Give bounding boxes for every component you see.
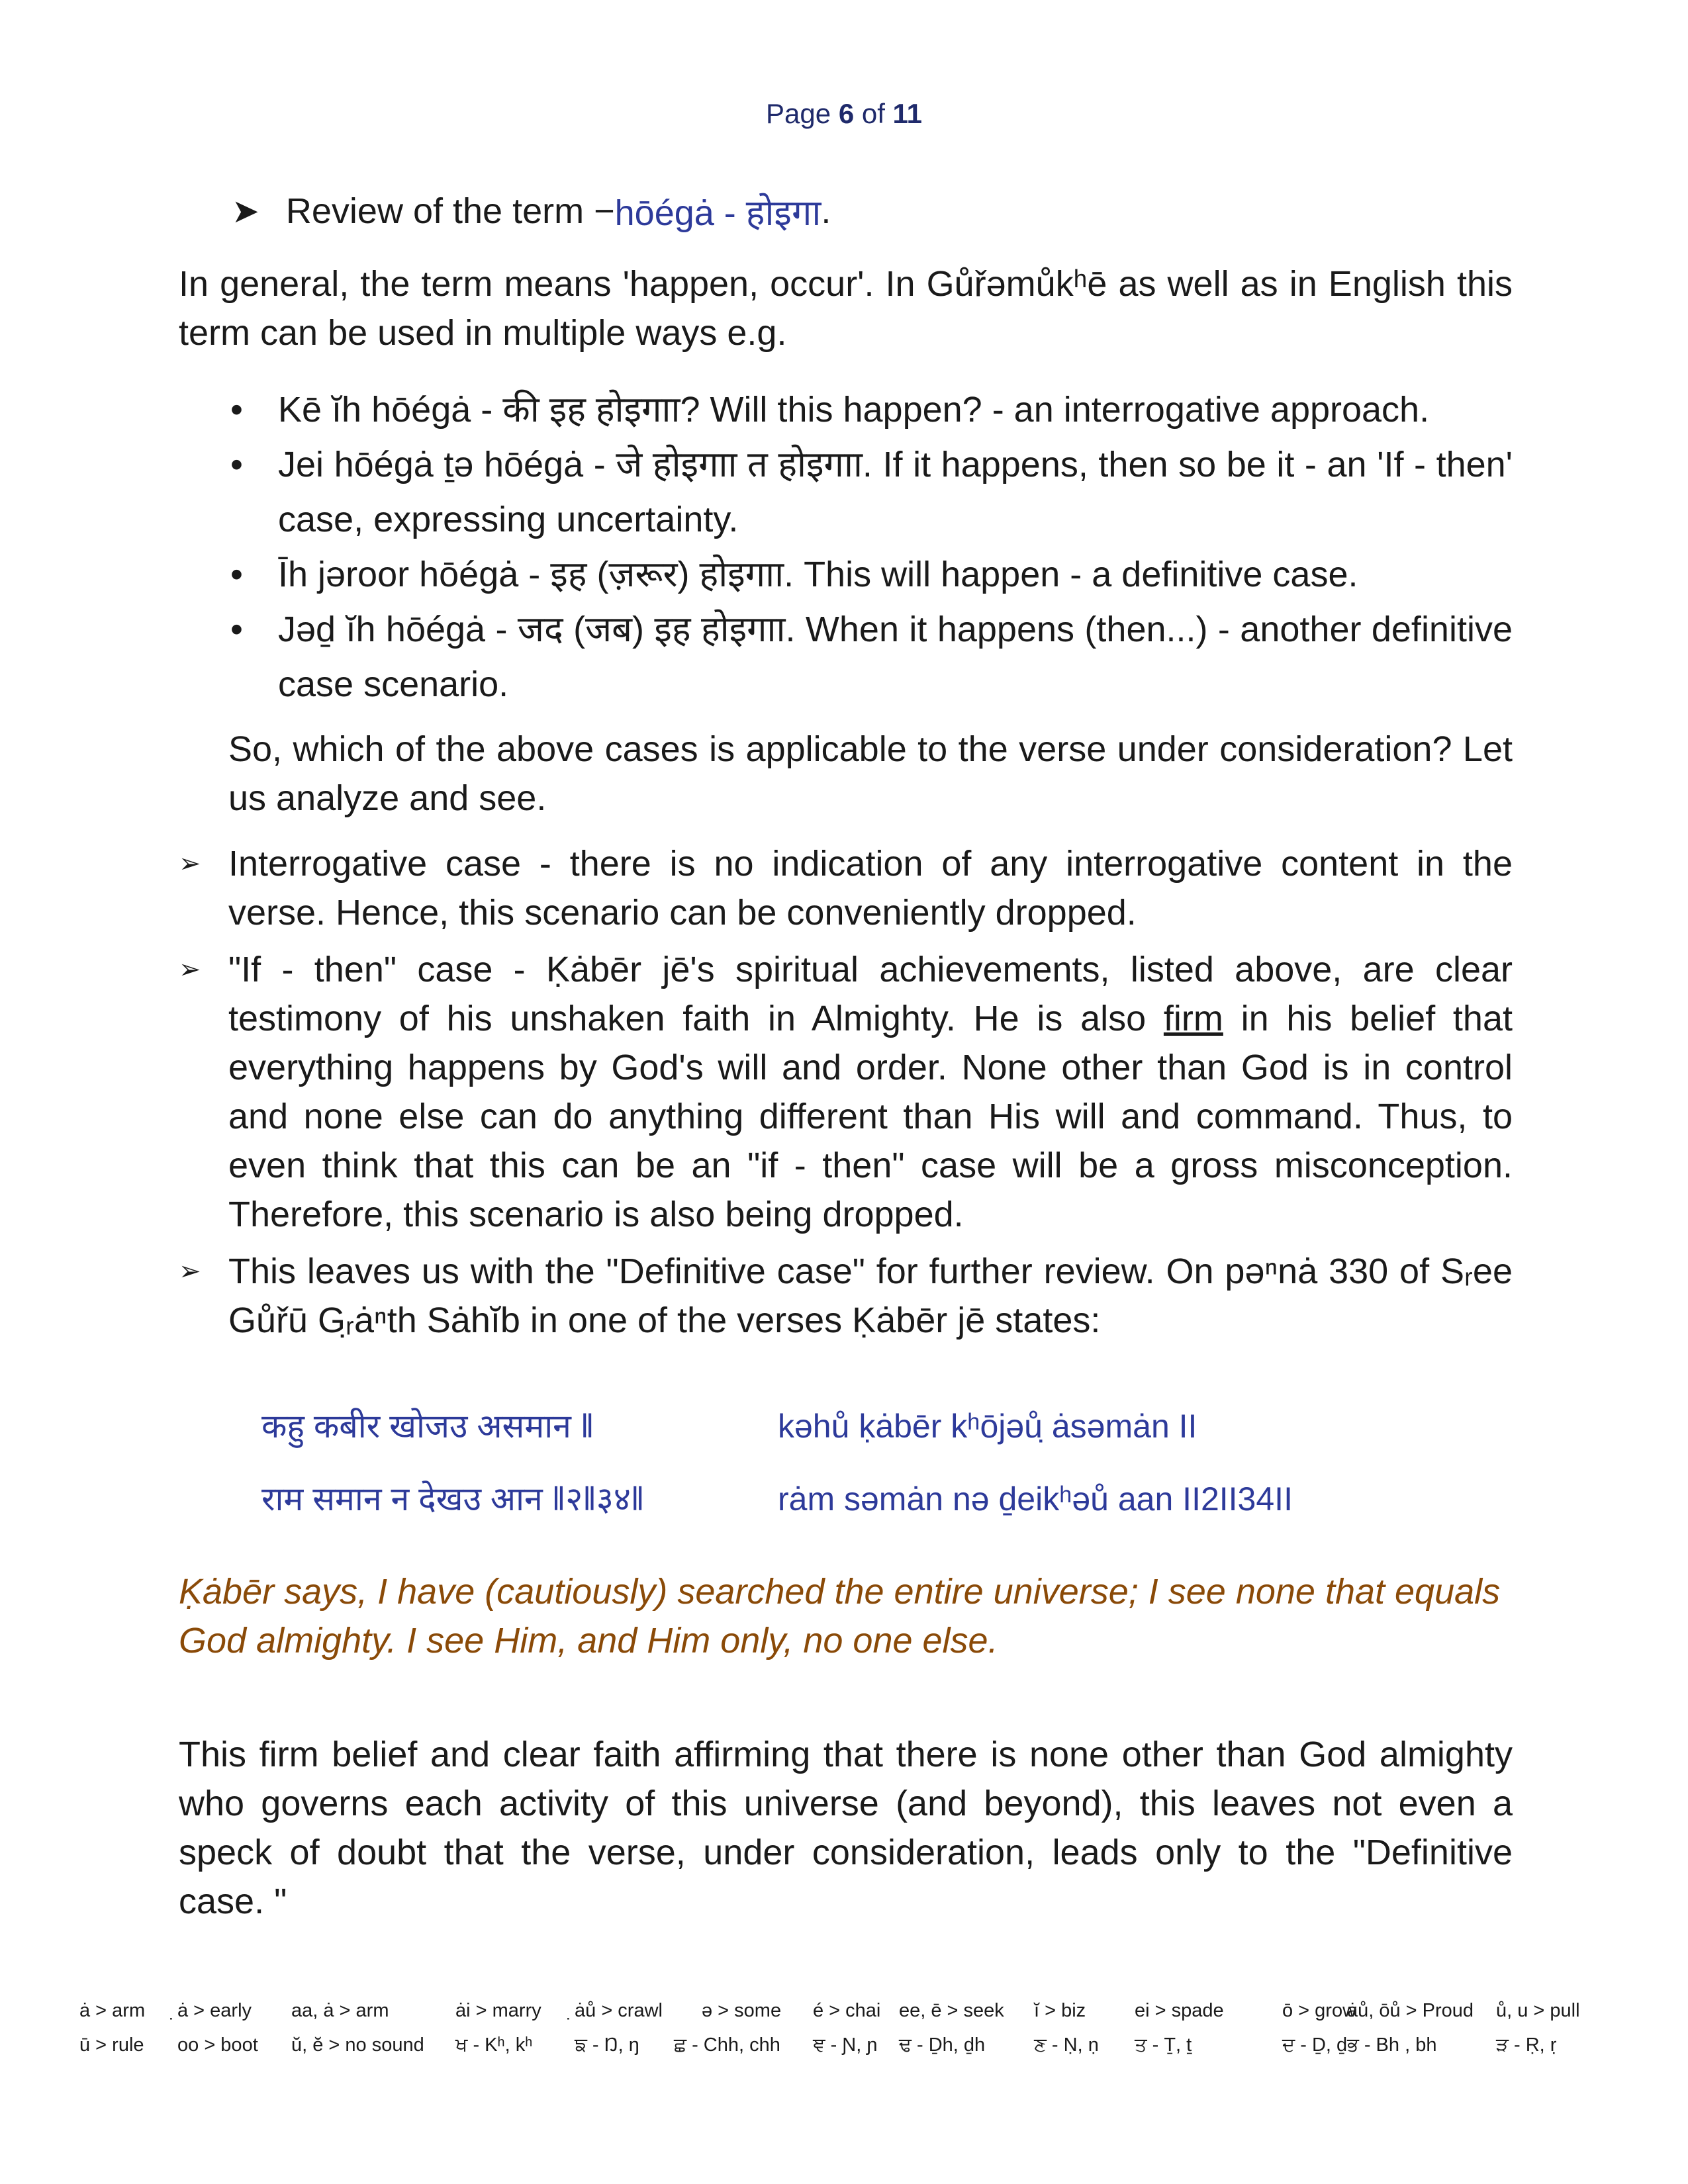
legend-item: ਦ - Ḏ, ḏ bbox=[1282, 2034, 1348, 2056]
intro-paragraph: In general, the term means 'happen, occur'. In Gůřəmůkʰē as well as in English this term can be used in multiple ways e.g. bbox=[179, 264, 1513, 353]
legend-item: ̣ȧů > crawl bbox=[575, 2000, 663, 2021]
list-item: • Īh jəroor hōégȧ - इह (ज़रूर) होइगाा. This will happen - a definitive case. bbox=[225, 547, 1513, 602]
legend-item: ਙ - Ŋ, ŋ bbox=[575, 2034, 639, 2056]
underlined-word: firm bbox=[1163, 999, 1223, 1038]
page-total: 11 bbox=[892, 98, 922, 129]
verse-transliteration: kəhů ḳȧbēr kʰōjəů ̣ȧsəmȧn II bbox=[778, 1408, 1197, 1445]
legend-item: ō > grow bbox=[1282, 2000, 1357, 2021]
list-item: • Jei hōégȧ ṯə hōégȧ - जे होइगाा त होइगाा. If it happens, then so be it - an 'If - then' case, expressing uncertainty. bbox=[225, 437, 1513, 547]
pronunciation-legend bbox=[79, 2000, 1622, 2069]
legend-item: ĭ > biz bbox=[1034, 2000, 1086, 2021]
legend-item: ŭ, ĕ > no sound bbox=[291, 2034, 424, 2056]
legend-item: ੜ - Ṛ, ṛ bbox=[1496, 2034, 1557, 2056]
case-if-then: ➢ "If - then" case - Ḳȧbēr jē's spiritual achievements, listed above, are clear testimony of his unshaken faith in Almighty. He is also firm in his belief that everything happens by God's will and order. None other than God is in control and none else can do anything different than His will and command. Thus, to even think that this can be an "if - then" case will be a gross misconception. Therefore, this scenario is also being dropped. bbox=[179, 945, 1513, 1239]
case-definitive: ➢ This leaves us with the "Definitive case" for further review. On pəⁿnȧ 330 of Sᵣee Gůřū Gᵣ̣ȧⁿth Sȧhĭb in one of the verses Ḳȧbēr jē states: bbox=[179, 1247, 1513, 1345]
verse-line bbox=[261, 1390, 1293, 1463]
verse-line bbox=[261, 1463, 1293, 1535]
legend-item: ei > spade bbox=[1135, 2000, 1224, 2021]
list-item: • Kē ĭh hōégȧ - की इह होइगाा? Will this happen? - an interrogative approach. bbox=[225, 383, 1513, 437]
legend-item: ̣ȧ > early bbox=[177, 2000, 252, 2021]
legend-item: ů, u > pull bbox=[1496, 2000, 1580, 2021]
legend-item: ȧů, ōů > Proud bbox=[1347, 2000, 1474, 2021]
legend-item: ū > rule bbox=[79, 2034, 144, 2056]
verse-gurmukhi: कहु कबीर खोजउ असमान ‖ bbox=[261, 1408, 594, 1445]
legend-item: é > chai bbox=[813, 2000, 881, 2021]
legend-item: ee, ē > seek bbox=[899, 2000, 1004, 2021]
legend-item: ਞ - Ɲ, ɲ bbox=[813, 2034, 878, 2056]
verse-translation: Ḳȧbēr says, I have (cautiously) searched the entire universe; I see none that equals God almighty. I see Him, and Him only, no one else. bbox=[179, 1572, 1501, 1661]
legend-item: ਛ - Chh, chh bbox=[674, 2034, 780, 2056]
page-number: Page 6 of 11 bbox=[766, 98, 922, 129]
review-term: hōégȧ - होइगा bbox=[614, 193, 821, 233]
legend-item: ਣ - Ṇ, ṇ bbox=[1034, 2034, 1099, 2056]
verse-block bbox=[261, 1390, 1293, 1535]
legend-item: ਭ - Bh , bh bbox=[1347, 2034, 1437, 2056]
legend-row bbox=[79, 2034, 1622, 2069]
legend-item: ਢ - Ḏh, ḏh bbox=[899, 2034, 986, 2056]
conclusion-paragraph: This firm belief and clear faith affirming that there is none other than God almighty who governs each activity of this universe (and beyond), this leaves not even a speck of doubt that the verse, under consideration, leads only to the "Definitive case. " bbox=[179, 1735, 1513, 1921]
legend-item: ə > some bbox=[702, 2000, 782, 2021]
verse-transliteration: rȧm səmȧn nə ḏeikʰəů aan II2II34II bbox=[778, 1480, 1293, 1518]
list-item: • Jəḏ ĭh hōégȧ - जद (जब) इह होइगाा. When it happens (then...) - another definitive case scenario. bbox=[225, 602, 1513, 712]
legend-item: aa, ȧ > arm bbox=[291, 2000, 389, 2021]
legend-item: ȧ > arm bbox=[79, 2000, 146, 2021]
legend-row bbox=[79, 2000, 1622, 2034]
question-paragraph: So, which of the above cases is applicable to the verse under consideration? Let us analyze and see. bbox=[228, 729, 1513, 818]
usage-list bbox=[225, 383, 1513, 712]
legend-item: ȧi > marry bbox=[455, 2000, 541, 2021]
legend-item: oo > boot bbox=[177, 2034, 258, 2056]
legend-item: ਤ - Ṯ, ṯ bbox=[1135, 2034, 1192, 2056]
arrow-bullet-icon: ➤ bbox=[232, 193, 259, 230]
case-analysis-list bbox=[179, 839, 1513, 1353]
legend-item: ਖ - Kʰ, kʰ bbox=[455, 2034, 533, 2056]
review-heading: ➤ Review of the term − hōégȧ - होइगा . bbox=[232, 187, 831, 236]
case-interrogative: ➢ Interrogative case - there is no indication of any interrogative content in the verse. Hence, this scenario can be conveniently dropped. bbox=[179, 839, 1513, 937]
verse-gurmukhi: राम समान न देखउ आन ‖२‖३४‖ bbox=[261, 1480, 645, 1518]
review-label: Review of the term − bbox=[285, 191, 615, 231]
page-current: 6 bbox=[838, 98, 855, 129]
